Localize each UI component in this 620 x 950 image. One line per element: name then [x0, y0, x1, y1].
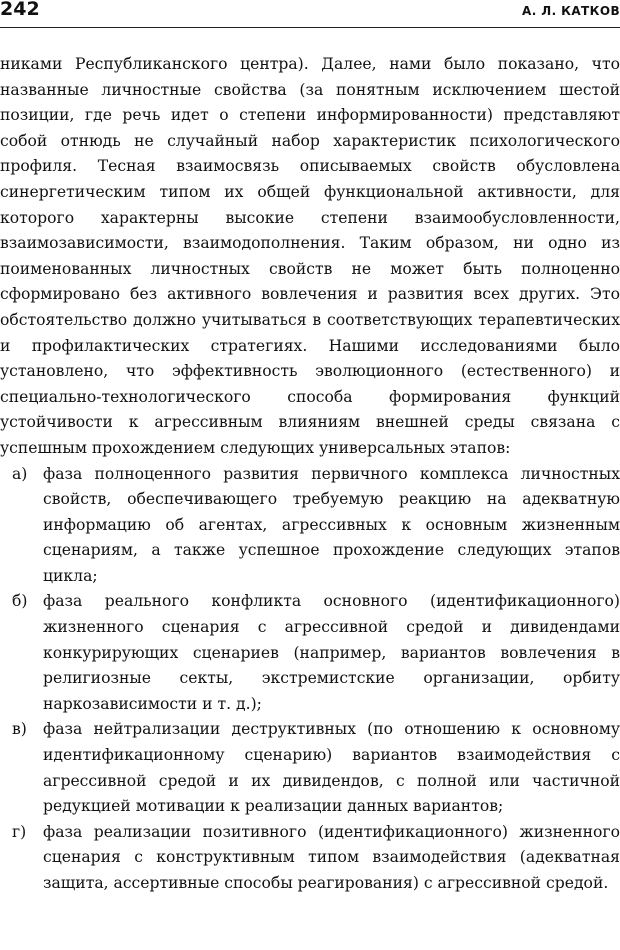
- list-marker: в): [12, 720, 27, 739]
- list-marker: а): [12, 464, 28, 483]
- body-text: [0, 52, 620, 897]
- paragraph: никами Республиканского центра). Далее, нами было показано, что названные личностные свойства (за понятным исключением шестой позиции, где речь идет о степени информированности) представляют собой отнюдь не случайный набор характеристик психологического профиля. Тесная взаимосвязь описываемых свойств обусловлена синергетическим типом их общей функциональной активности, для которого характерны высокие степени взаимообусловленности, взаимозависимости, взаимодополнения. Таким образом, ни одно из поименованных личностных свойств не может быть полноценно сформировано без активного вовлечения и развития всех других. Это обстоятельство должно учитываться в соответствующих терапевтических и профилактических стратегиях. Нашими исследованиями было установлено, что эффективность эволюционного (естественного) и специально-технологического способа формирования функций устойчивости к агрессивным влияниям внешней среды связана с успешным прохождением следующих универсальных этапов:: [0, 55, 620, 457]
- list-item-text: фаза нейтрализации деструктивных (по отношению к основному идентификационному сценарию) вариантов взаимодействия с агрессивной средой и их дивидендов, с полной или частичной редукцией мотивации к реализации данных вариантов;: [43, 720, 620, 816]
- page-header: [0, 0, 620, 28]
- list-item-text: фаза реализации позитивного (идентификационного) жизненного сценария с конструктивным типом взаимодействия (адекватная защита, ассертивные способы реагирования) с агрессивной средой.: [43, 822, 620, 892]
- page-number: 242: [0, 0, 40, 20]
- list-item-text: фаза реального конфликта основного (идентификационного) жизненного сценария с агрессивной средой и дивидендами конкурирующих сценариев (например, вариантов вовлечения в религиозные секты, экстремистские организации, орбиту наркозависимости и т. д.);: [43, 592, 620, 713]
- list-item-text: фаза полноценного развития первичного комплекса личностных свойств, обеспечивающего требуемую реакцию на адекватную информацию об агентах, агрессивных к основным жизненным сценариям, а также успешное прохождение следующих этапов цикла;: [43, 464, 620, 585]
- list-item: [0, 820, 620, 897]
- running-head-author: А. Л. КАТКОВ: [522, 4, 620, 18]
- header-rule: [0, 27, 620, 28]
- list-item: [0, 717, 620, 819]
- list-item: [0, 589, 620, 717]
- list-marker: б): [12, 592, 28, 611]
- list-item: [0, 462, 620, 590]
- stages-list: [0, 462, 620, 897]
- list-marker: г): [12, 822, 27, 841]
